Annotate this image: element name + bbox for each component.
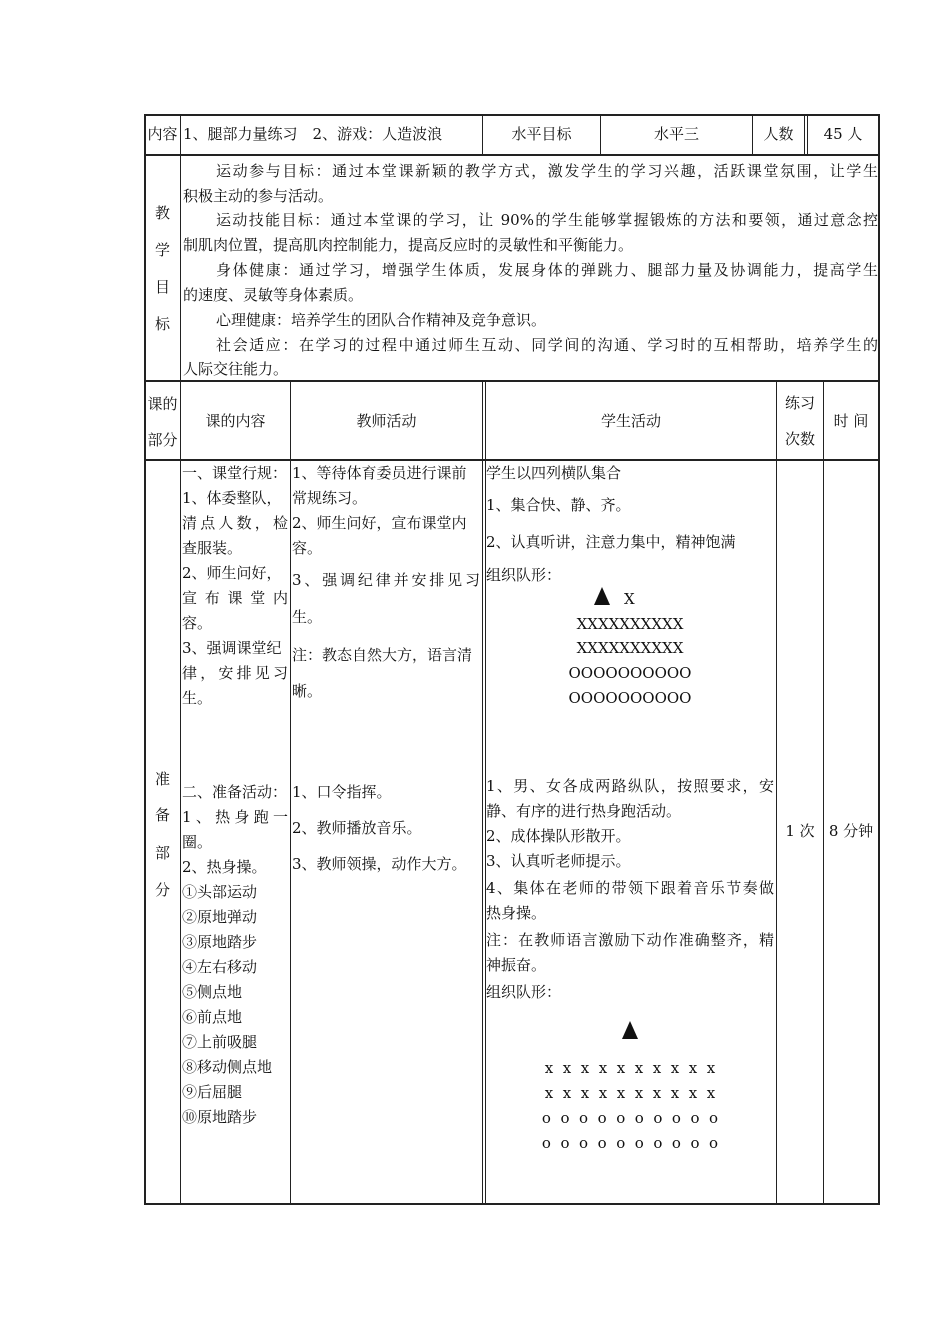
lesson-content-value: 1、腿部力量练习 2、游戏：人造波浪 [183,125,443,143]
col-time-header: 时 间 [833,412,869,430]
level-goal-label: 水平目标 [511,125,572,143]
formation-marker: X [624,590,635,608]
student-count-value: 45 人 [823,125,863,143]
col-reps-header-1: 练习 [784,394,815,412]
content-label: 内容 [147,125,178,143]
teacher-marker-icon [594,587,610,605]
col-student-header: 学生活动 [600,412,661,430]
prep-reps: 1 次 [785,822,815,840]
col-part-header-2: 部分 [147,431,178,449]
level-value: 水平三 [653,125,699,143]
col-teacher-header: 教师活动 [356,412,417,430]
col-reps-header-2: 次数 [784,430,815,448]
student-count-label: 人数 [763,125,794,143]
prep-time: 8 分钟 [828,822,874,840]
teacher-marker-icon [622,1021,638,1039]
col-part-header-1: 课的 [147,395,178,413]
col-content-header: 课的内容 [205,412,266,430]
